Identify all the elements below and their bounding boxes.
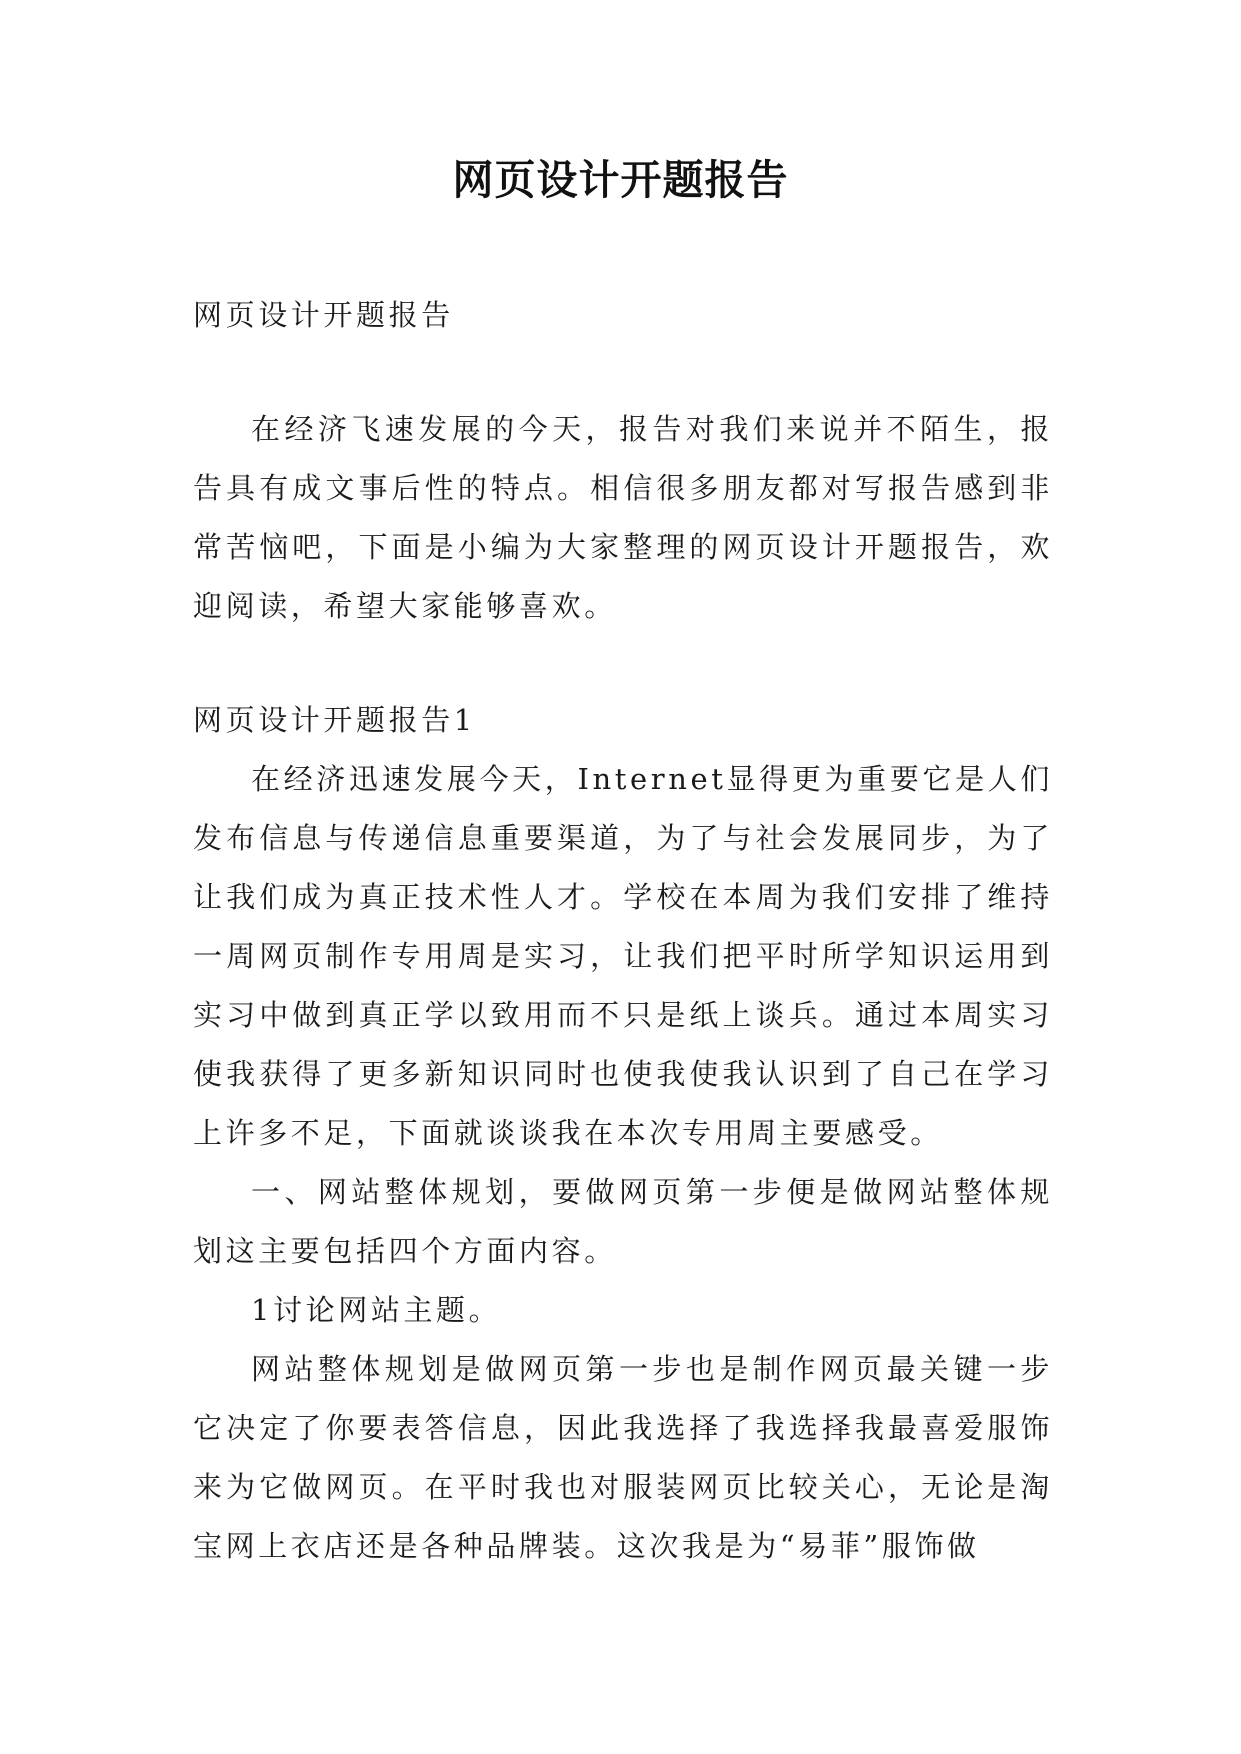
paragraph-subtitle: 网页设计开题报告 xyxy=(193,298,454,332)
paragraph-intro: 在经济飞速发展的今天，报告对我们来说并不陌生，报告具有成文事后性的特点。相信很多朋友都对写报告感到非常苦恼吧，下面是小编为大家整理的网页设计开题报告，欢迎阅读，希望大家能够喜欢。 xyxy=(193,412,1053,623)
paragraph-section-heading: 网页设计开题报告1 xyxy=(193,703,476,737)
document-title: 网页设计开题报告 xyxy=(452,156,789,204)
paragraph-body-2: 一、网站整体规划，要做网页第一步便是做网站整体规划这主要包括四个方面内容。 xyxy=(193,1175,1053,1268)
document-body xyxy=(193,286,1053,1576)
paragraph-item-1: 1讨论网站主题。 xyxy=(251,1293,502,1327)
paragraph-body-3: 网站整体规划是做网页第一步也是制作网页最关键一步它决定了你要表答信息，因此我选择了我选择我最喜爱服饰来为它做网页。在平时我也对服装网页比较关心，无论是淘宝网上衣店还是各种品牌装。这次我是为“易菲”服饰做 xyxy=(193,1352,1053,1563)
paragraph-body-1: 在经济迅速发展今天，Internet显得更为重要它是人们发布信息与传递信息重要渠道，为了与社会发展同步，为了让我们成为真正技术性人才。学校在本周为我们安排了维持一周网页制作专用周是实习，让我们把平时所学知识运用到实习中做到真正学以致用而不只是纸上谈兵。通过本周实习使我获得了更多新知识同时也使我使我认识到了自己在学习上许多不足，下面就谈谈我在本次专用周主要感受。 xyxy=(193,762,1053,1150)
